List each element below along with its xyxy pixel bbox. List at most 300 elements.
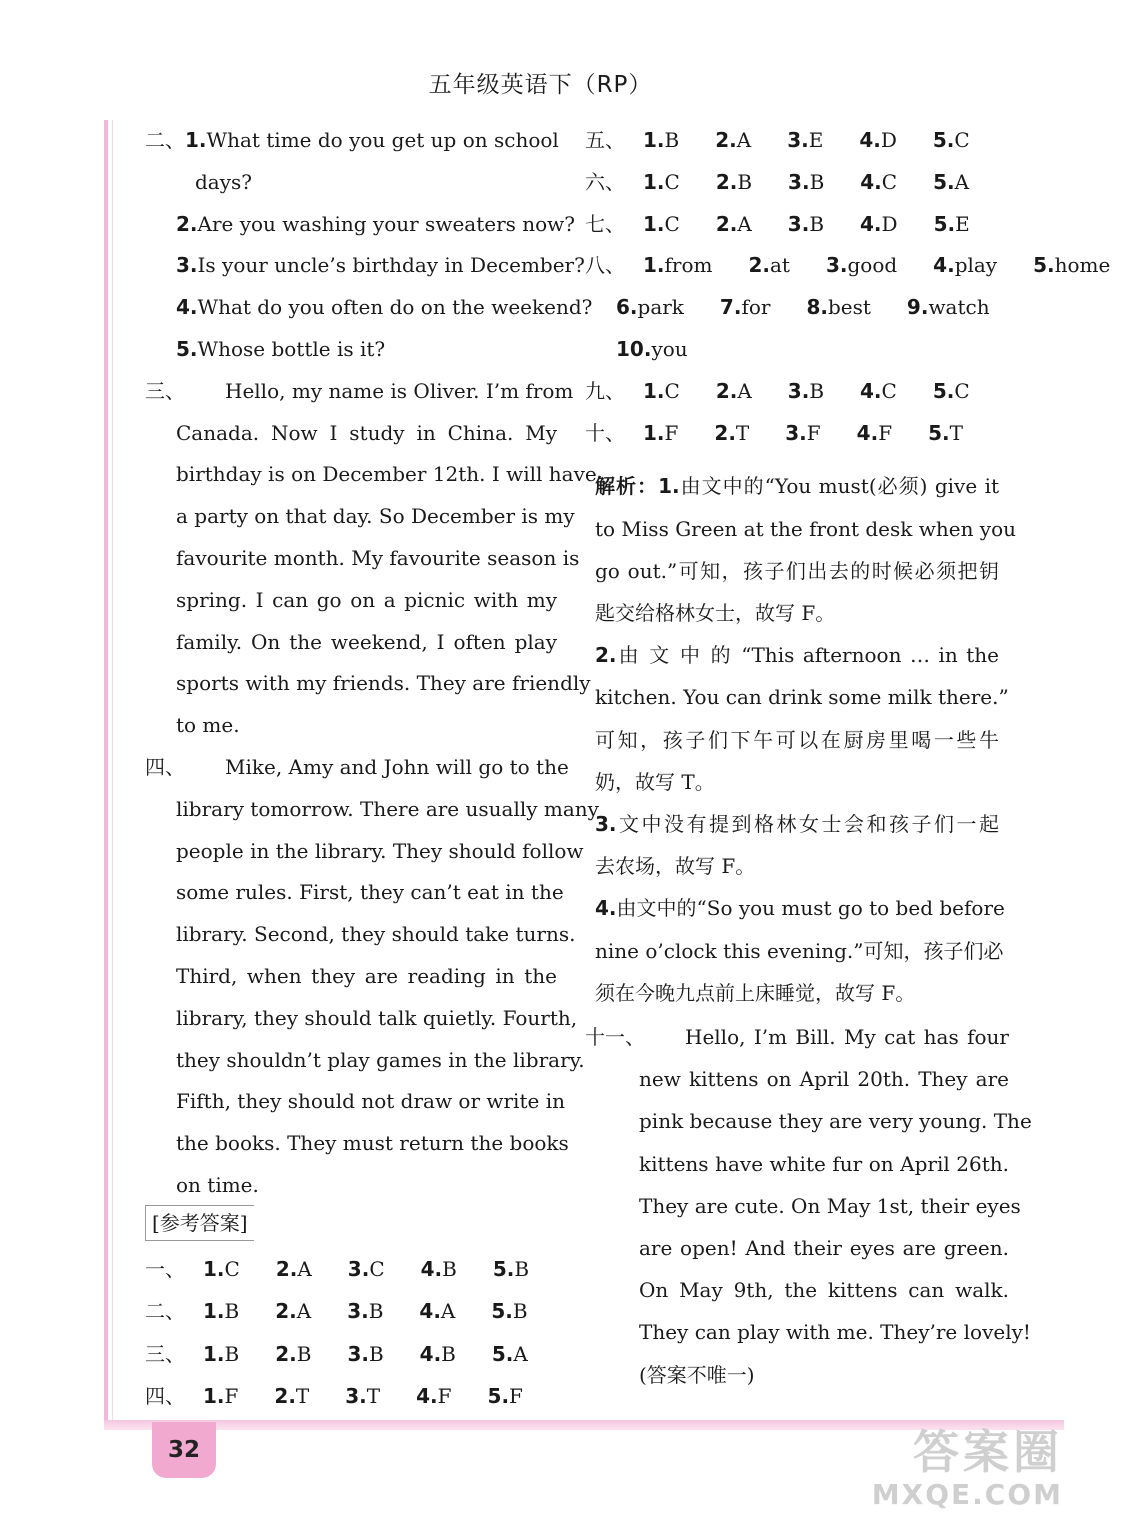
passage-line: [176, 789, 599, 829]
passage-text: people in the library. They should follow: [176, 838, 584, 863]
analysis-line: [595, 846, 999, 886]
answer-number: 3.: [788, 169, 810, 194]
analysis-number: 3.: [595, 812, 617, 836]
answer-item: [787, 120, 841, 160]
answer-item: [275, 1291, 329, 1331]
answer-item: [859, 120, 915, 160]
answer-value: T: [949, 420, 963, 445]
answer-value: C: [664, 169, 680, 194]
analysis-line: [595, 466, 999, 506]
answer-value: E: [808, 128, 824, 152]
answer-row: [585, 413, 997, 453]
answer-number: 1.: [643, 211, 665, 236]
answer-number: 2.: [714, 420, 736, 445]
watermark-text: 答案圈: [913, 1425, 1063, 1479]
section-marker: 六、: [585, 169, 625, 194]
section-marker: 九、: [585, 378, 625, 403]
passage-line: [176, 1081, 565, 1121]
answer-number: 2.: [748, 253, 770, 278]
analysis-text: 奶，故写 T。: [595, 769, 715, 794]
watermark-url: MXQE.COM: [871, 1478, 1063, 1511]
left-margin-line: [112, 120, 113, 1420]
question-number: 5.: [176, 337, 198, 361]
analysis-line: [595, 762, 999, 802]
question-line: [176, 204, 576, 244]
passage-text: favourite month. My favourite season is: [176, 546, 580, 570]
answer-number: 4.: [860, 378, 882, 403]
answer-number: 5.: [492, 1256, 515, 1281]
answer-item: [345, 1376, 398, 1416]
answer-value: A: [296, 1299, 312, 1324]
passage-line: [176, 1123, 569, 1163]
passage-line: [639, 1312, 1031, 1352]
analysis-line: [595, 593, 999, 633]
passage-text: Hello, my name is Oliver. I’m from: [225, 378, 574, 403]
passage-text: a party on that day. So December is my: [176, 504, 575, 529]
answer-item: [720, 287, 789, 327]
passage-text: Mike, Amy and John will go to the: [225, 755, 569, 779]
analysis-number: 1.: [658, 474, 680, 499]
answer-number: 1.: [643, 169, 665, 194]
passage-text: birthday is on December 12th. I will have: [176, 462, 597, 487]
analysis-line: [595, 888, 1005, 928]
passage-text: some rules. First, they can’t eat in the: [176, 880, 564, 905]
analysis-text: 可知，孩子们下午可以在厨房里喝一些牛: [595, 727, 999, 752]
question-text: What do you often do on the weekend?: [197, 295, 593, 320]
answer-number: 8.: [806, 295, 828, 320]
answer-value: B: [664, 128, 680, 152]
section-marker: 五、: [585, 128, 625, 152]
answer-item: [860, 204, 916, 244]
question-number: 3.: [176, 253, 198, 278]
analysis-line: [595, 804, 999, 844]
answer-item: [347, 1291, 401, 1331]
answer-item: [203, 1249, 258, 1289]
passage-text: Fifth, they should not draw or write in: [176, 1089, 565, 1114]
section-marker: 三、: [145, 1341, 185, 1366]
answer-item: [493, 1249, 547, 1289]
passage-line: [176, 914, 576, 954]
page-number: 32: [152, 1422, 216, 1478]
passage-line: [639, 1228, 1009, 1268]
section-marker: 八、: [585, 253, 625, 278]
answer-value: C: [664, 378, 680, 403]
answer-number: 5.: [933, 169, 955, 194]
answer-value: B: [809, 169, 825, 194]
analysis-text: 由文中的“You must(必须) give it: [679, 474, 1000, 499]
analysis-line: [595, 931, 1004, 971]
passage-line: [639, 1355, 1009, 1395]
section-marker: 十一、: [585, 1025, 645, 1049]
answer-value: good: [847, 253, 898, 278]
answer-number: 1.: [643, 420, 665, 445]
analysis-text: 由 文 中 的 “This afternoon … in the: [616, 643, 999, 668]
passage-text: Hello, I’m Bill. My cat has four: [685, 1025, 1009, 1049]
answer-value: C: [369, 1256, 385, 1281]
answer-number: 1.: [643, 378, 665, 403]
question-number: 2.: [176, 211, 198, 236]
answer-row: [585, 204, 997, 244]
question-text: days?: [195, 169, 253, 194]
answer-number: 1.: [203, 1299, 225, 1324]
section-marker: 三、: [145, 378, 185, 403]
passage-line: [176, 831, 584, 871]
left-margin-bar: [104, 120, 108, 1420]
answer-value: B: [512, 1299, 528, 1324]
passage-line: [639, 1144, 1009, 1184]
answer-item: [276, 1249, 330, 1289]
answer-row: [585, 245, 1111, 285]
passage-line: [176, 956, 557, 996]
analysis-line: [595, 720, 999, 760]
passage-text: family. On the weekend, I often play: [176, 629, 557, 654]
answer-value: watch: [928, 295, 990, 320]
answer-item: [788, 371, 842, 411]
analysis-line: [595, 973, 999, 1013]
passage-text: pink because they are very young. The: [639, 1109, 1032, 1134]
answer-value: C: [954, 378, 970, 403]
answer-value: F: [878, 420, 893, 445]
answer-number: 5.: [491, 1341, 514, 1366]
answer-number: 1.: [203, 1384, 225, 1409]
passage-line: [639, 1101, 1032, 1141]
analysis-text: 须在今晚九点前上床睡觉，故写 F。: [595, 980, 916, 1005]
answer-item: [788, 204, 842, 244]
answer-row: [145, 1249, 557, 1289]
answer-item: [643, 371, 698, 411]
answer-item: [616, 329, 706, 369]
passage-line: [639, 1270, 1009, 1310]
answer-row: [585, 371, 997, 411]
answer-value: you: [651, 337, 688, 361]
answer-number: 4.: [419, 1341, 442, 1366]
answer-number: 4.: [933, 253, 955, 278]
answer-item: [419, 1291, 473, 1331]
answer-item: [643, 204, 698, 244]
question-line: [176, 245, 585, 285]
answer-value: D: [880, 128, 897, 152]
passage-text: new kittens on April 20th. They are: [639, 1067, 1009, 1092]
answer-value: B: [224, 1299, 240, 1324]
answer-value: B: [514, 1256, 530, 1281]
analysis-text: 文中没有提到格林女士会和孩子们一起: [616, 812, 999, 836]
answer-value: A: [737, 378, 752, 403]
answer-item: [715, 120, 769, 160]
answer-item: [933, 120, 988, 160]
answer-value: E: [955, 211, 970, 236]
answer-value: B: [737, 169, 753, 194]
answer-value: B: [368, 1299, 384, 1324]
answer-number: 2.: [715, 128, 737, 152]
section-marker: 四、: [145, 755, 185, 779]
passage-text: They can play with me. They’re lovely!: [639, 1320, 1031, 1345]
answer-item: [716, 162, 770, 202]
answer-item: [643, 120, 697, 160]
answer-number: 4.: [860, 211, 882, 236]
answer-item: [806, 287, 888, 327]
answer-number: 5.: [1033, 253, 1055, 278]
analysis-line: [595, 551, 999, 591]
passage-line: [639, 1059, 1009, 1099]
answer-number: 2.: [715, 211, 738, 236]
answer-number: 6.: [616, 295, 638, 320]
passage-text: to me.: [176, 713, 240, 738]
answer-value: B: [441, 1341, 456, 1366]
answer-value: A: [297, 1256, 312, 1281]
analysis-label: 解析：: [595, 474, 659, 499]
passage-line: [176, 998, 578, 1038]
answer-number: 4.: [416, 1384, 438, 1409]
page-header: 五年级英语下（RP）: [428, 72, 653, 98]
answer-value: T: [366, 1384, 381, 1409]
answer-number: 2.: [275, 1256, 298, 1281]
answer-item: [933, 162, 987, 202]
answer-item: [907, 287, 1008, 327]
analysis-line: [595, 509, 1017, 549]
answer-number: 2.: [715, 378, 738, 403]
answer-number: 5.: [487, 1384, 510, 1409]
answer-number: 4.: [420, 1256, 443, 1281]
answer-item: [933, 371, 988, 411]
answer-row: [145, 1376, 557, 1416]
answer-item: [491, 1291, 545, 1331]
answer-value: C: [664, 211, 680, 236]
passage-line: [176, 872, 564, 912]
passage-line: [176, 663, 591, 703]
question-number: 4.: [176, 295, 198, 320]
passage-text: sports with my friends. They are friendly: [176, 671, 591, 696]
analysis-text: 去农场，故写 F。: [595, 854, 756, 879]
answer-number: 4.: [419, 1299, 441, 1324]
passage-line: [176, 580, 557, 620]
passage-line: [585, 1017, 1009, 1057]
answer-item: [826, 245, 915, 285]
passage-line: [176, 496, 575, 536]
passage-line: [176, 454, 597, 494]
passage-line: [639, 1186, 1021, 1226]
answer-value: play: [954, 253, 998, 278]
analysis-number: 4.: [595, 896, 617, 921]
answer-number: 3.: [787, 378, 810, 403]
answer-item: [643, 162, 698, 202]
passage-line: [145, 747, 569, 787]
answer-row: [585, 120, 997, 160]
answer-number: 1.: [203, 1341, 225, 1366]
question-line: [195, 162, 557, 202]
passage-text: on time.: [176, 1173, 259, 1197]
section-marker: 十、: [585, 420, 625, 445]
passage-text: the books. They must return the books: [176, 1131, 569, 1156]
answer-number: 4.: [856, 420, 879, 445]
answer-number: 10.: [616, 337, 652, 361]
answer-item: [1033, 245, 1128, 285]
answer-value: A: [440, 1299, 456, 1324]
passage-line: [176, 413, 557, 453]
answer-number: 2.: [275, 1341, 297, 1366]
answer-value: B: [809, 378, 825, 403]
answer-value: C: [881, 378, 897, 403]
reference-answer-label: [参考答案]: [145, 1205, 254, 1241]
answer-value: F: [806, 420, 821, 445]
answer-value: B: [442, 1256, 457, 1281]
answer-value: B: [368, 1341, 384, 1366]
answer-value: B: [296, 1341, 312, 1366]
answer-value: D: [881, 211, 898, 236]
answer-item: [416, 1376, 469, 1416]
analysis-line: [595, 635, 999, 675]
answer-item: [203, 1334, 257, 1374]
answer-item: [421, 1249, 475, 1289]
answer-item: [347, 1334, 401, 1374]
section-marker: 四、: [145, 1384, 185, 1409]
answer-item: [748, 245, 807, 285]
section-marker: 二、: [145, 128, 185, 152]
analysis-line: [595, 677, 1009, 717]
answer-item: [716, 371, 770, 411]
answer-value: T: [735, 420, 750, 445]
answer-value: A: [736, 128, 752, 152]
answer-item: [928, 413, 981, 453]
passage-text: spring. I can go on a picnic with my: [176, 587, 557, 612]
analysis-text: go out.”可知，孩子们出去的时候必须把钥: [595, 558, 999, 583]
answer-value: C: [224, 1256, 240, 1281]
analysis-text: nine o’clock this evening.”可知，孩子们必: [595, 938, 1004, 963]
answer-row: [145, 1291, 557, 1331]
question-line: [176, 329, 557, 369]
answer-row: [616, 329, 997, 369]
answer-row: [145, 1334, 557, 1374]
answer-number: 3.: [347, 1341, 369, 1366]
answer-value: F: [509, 1384, 523, 1409]
answer-number: 5.: [933, 211, 956, 236]
answer-number: 5.: [491, 1299, 513, 1324]
answer-item: [643, 413, 696, 453]
analysis-text: 匙交给格林女士，故写 F。: [595, 601, 836, 625]
answer-number: 5.: [932, 128, 955, 152]
passage-text: Third, when they are reading in the: [176, 964, 557, 988]
passage-text: On May 9th, the kittens can walk.: [639, 1278, 1009, 1303]
answer-item: [492, 1334, 546, 1374]
answer-number: 5.: [932, 378, 955, 403]
answer-item: [643, 245, 730, 285]
answer-number: 3.: [347, 1299, 369, 1324]
passage-line: [145, 371, 574, 411]
passage-text: library, they should talk quietly. Fourth,: [176, 1005, 578, 1030]
answer-item: [275, 1334, 329, 1374]
answer-item: [616, 287, 702, 327]
answer-number: 3.: [345, 1384, 367, 1409]
answer-item: [788, 162, 842, 202]
answer-row: [585, 162, 997, 202]
analysis-text: kitchen. You can drink some milk there.”: [595, 685, 1009, 710]
answer-item: [933, 245, 1015, 285]
answer-value: A: [513, 1341, 528, 1366]
answer-item: [348, 1249, 403, 1289]
answer-item: [860, 371, 915, 411]
passage-line: [176, 538, 580, 578]
answer-number: 9.: [906, 295, 929, 320]
passage-line: [176, 705, 557, 745]
answer-row: [616, 287, 997, 327]
passage-text: (答案不唯一): [639, 1362, 755, 1387]
answer-value: for: [741, 295, 771, 320]
section-marker: 二、: [145, 1299, 185, 1324]
answer-number: 2.: [275, 1299, 297, 1324]
answer-number: 3.: [785, 420, 807, 445]
question-number: 1.: [185, 128, 207, 152]
question-text: Is your uncle’s birthday in December?: [197, 253, 585, 278]
answer-item: [934, 204, 988, 244]
passage-text: are open! And their eyes are green.: [639, 1236, 1009, 1260]
answer-number: 3.: [787, 128, 809, 152]
analysis-number: 2.: [595, 643, 617, 668]
answer-value: best: [827, 295, 871, 320]
question-text: Are you washing your sweaters now?: [197, 211, 576, 236]
answer-number: 1.: [643, 128, 665, 152]
answer-number: 3.: [825, 253, 848, 278]
answer-value: park: [637, 295, 684, 320]
answer-item: [714, 413, 767, 453]
answer-value: B: [224, 1341, 240, 1366]
answer-item: [203, 1376, 256, 1416]
passage-line: [176, 622, 557, 662]
answer-value: C: [954, 128, 970, 152]
answer-item: [488, 1376, 541, 1416]
answer-value: A: [954, 169, 970, 194]
answer-value: F: [224, 1384, 239, 1409]
answer-value: T: [295, 1384, 310, 1409]
section-marker: 七、: [585, 211, 625, 236]
question-line: [145, 120, 557, 160]
analysis-text: to Miss Green at the front desk when you: [595, 516, 1017, 541]
answer-number: 2.: [715, 169, 738, 194]
passage-text: They are cute. On May 1st, their eyes: [639, 1193, 1021, 1218]
passage-text: Canada. Now I study in China. My: [176, 420, 557, 445]
answer-value: F: [437, 1384, 452, 1409]
question-text: What time do you get up on school: [206, 128, 559, 152]
passage-text: library tomorrow. There are usually many: [176, 796, 599, 821]
answer-value: F: [664, 420, 679, 445]
answer-number: 5.: [928, 420, 950, 445]
answer-number: 4.: [860, 169, 882, 194]
passage-text: library. Second, they should take turns.: [176, 922, 576, 947]
passage-line: [176, 1165, 557, 1205]
question-line: [176, 287, 593, 327]
section-marker: 一、: [145, 1256, 185, 1281]
answer-number: 3.: [787, 211, 810, 236]
answer-item: [274, 1376, 327, 1416]
passage-line: [176, 1040, 585, 1080]
answer-number: 1.: [203, 1256, 225, 1281]
watermark-logo: [873, 1416, 1063, 1526]
answer-value: A: [737, 211, 752, 236]
answer-item: [716, 204, 770, 244]
analysis-text: 由文中的“So you must go to bed before: [616, 896, 1005, 921]
answer-value: C: [881, 169, 898, 194]
answer-value: at: [770, 253, 790, 278]
passage-text: kittens have white fur on April 26th.: [639, 1151, 1009, 1176]
answer-number: 4.: [859, 128, 881, 152]
answer-number: 3.: [347, 1256, 370, 1281]
answer-number: 1.: [643, 253, 665, 278]
answer-value: from: [664, 253, 713, 278]
answer-item: [420, 1334, 474, 1374]
answer-value: home: [1054, 253, 1111, 278]
question-text: Whose bottle is it?: [197, 337, 386, 361]
answer-item: [860, 162, 915, 202]
answer-item: [203, 1291, 257, 1331]
passage-text: they shouldn’t play games in the library.: [176, 1047, 585, 1072]
